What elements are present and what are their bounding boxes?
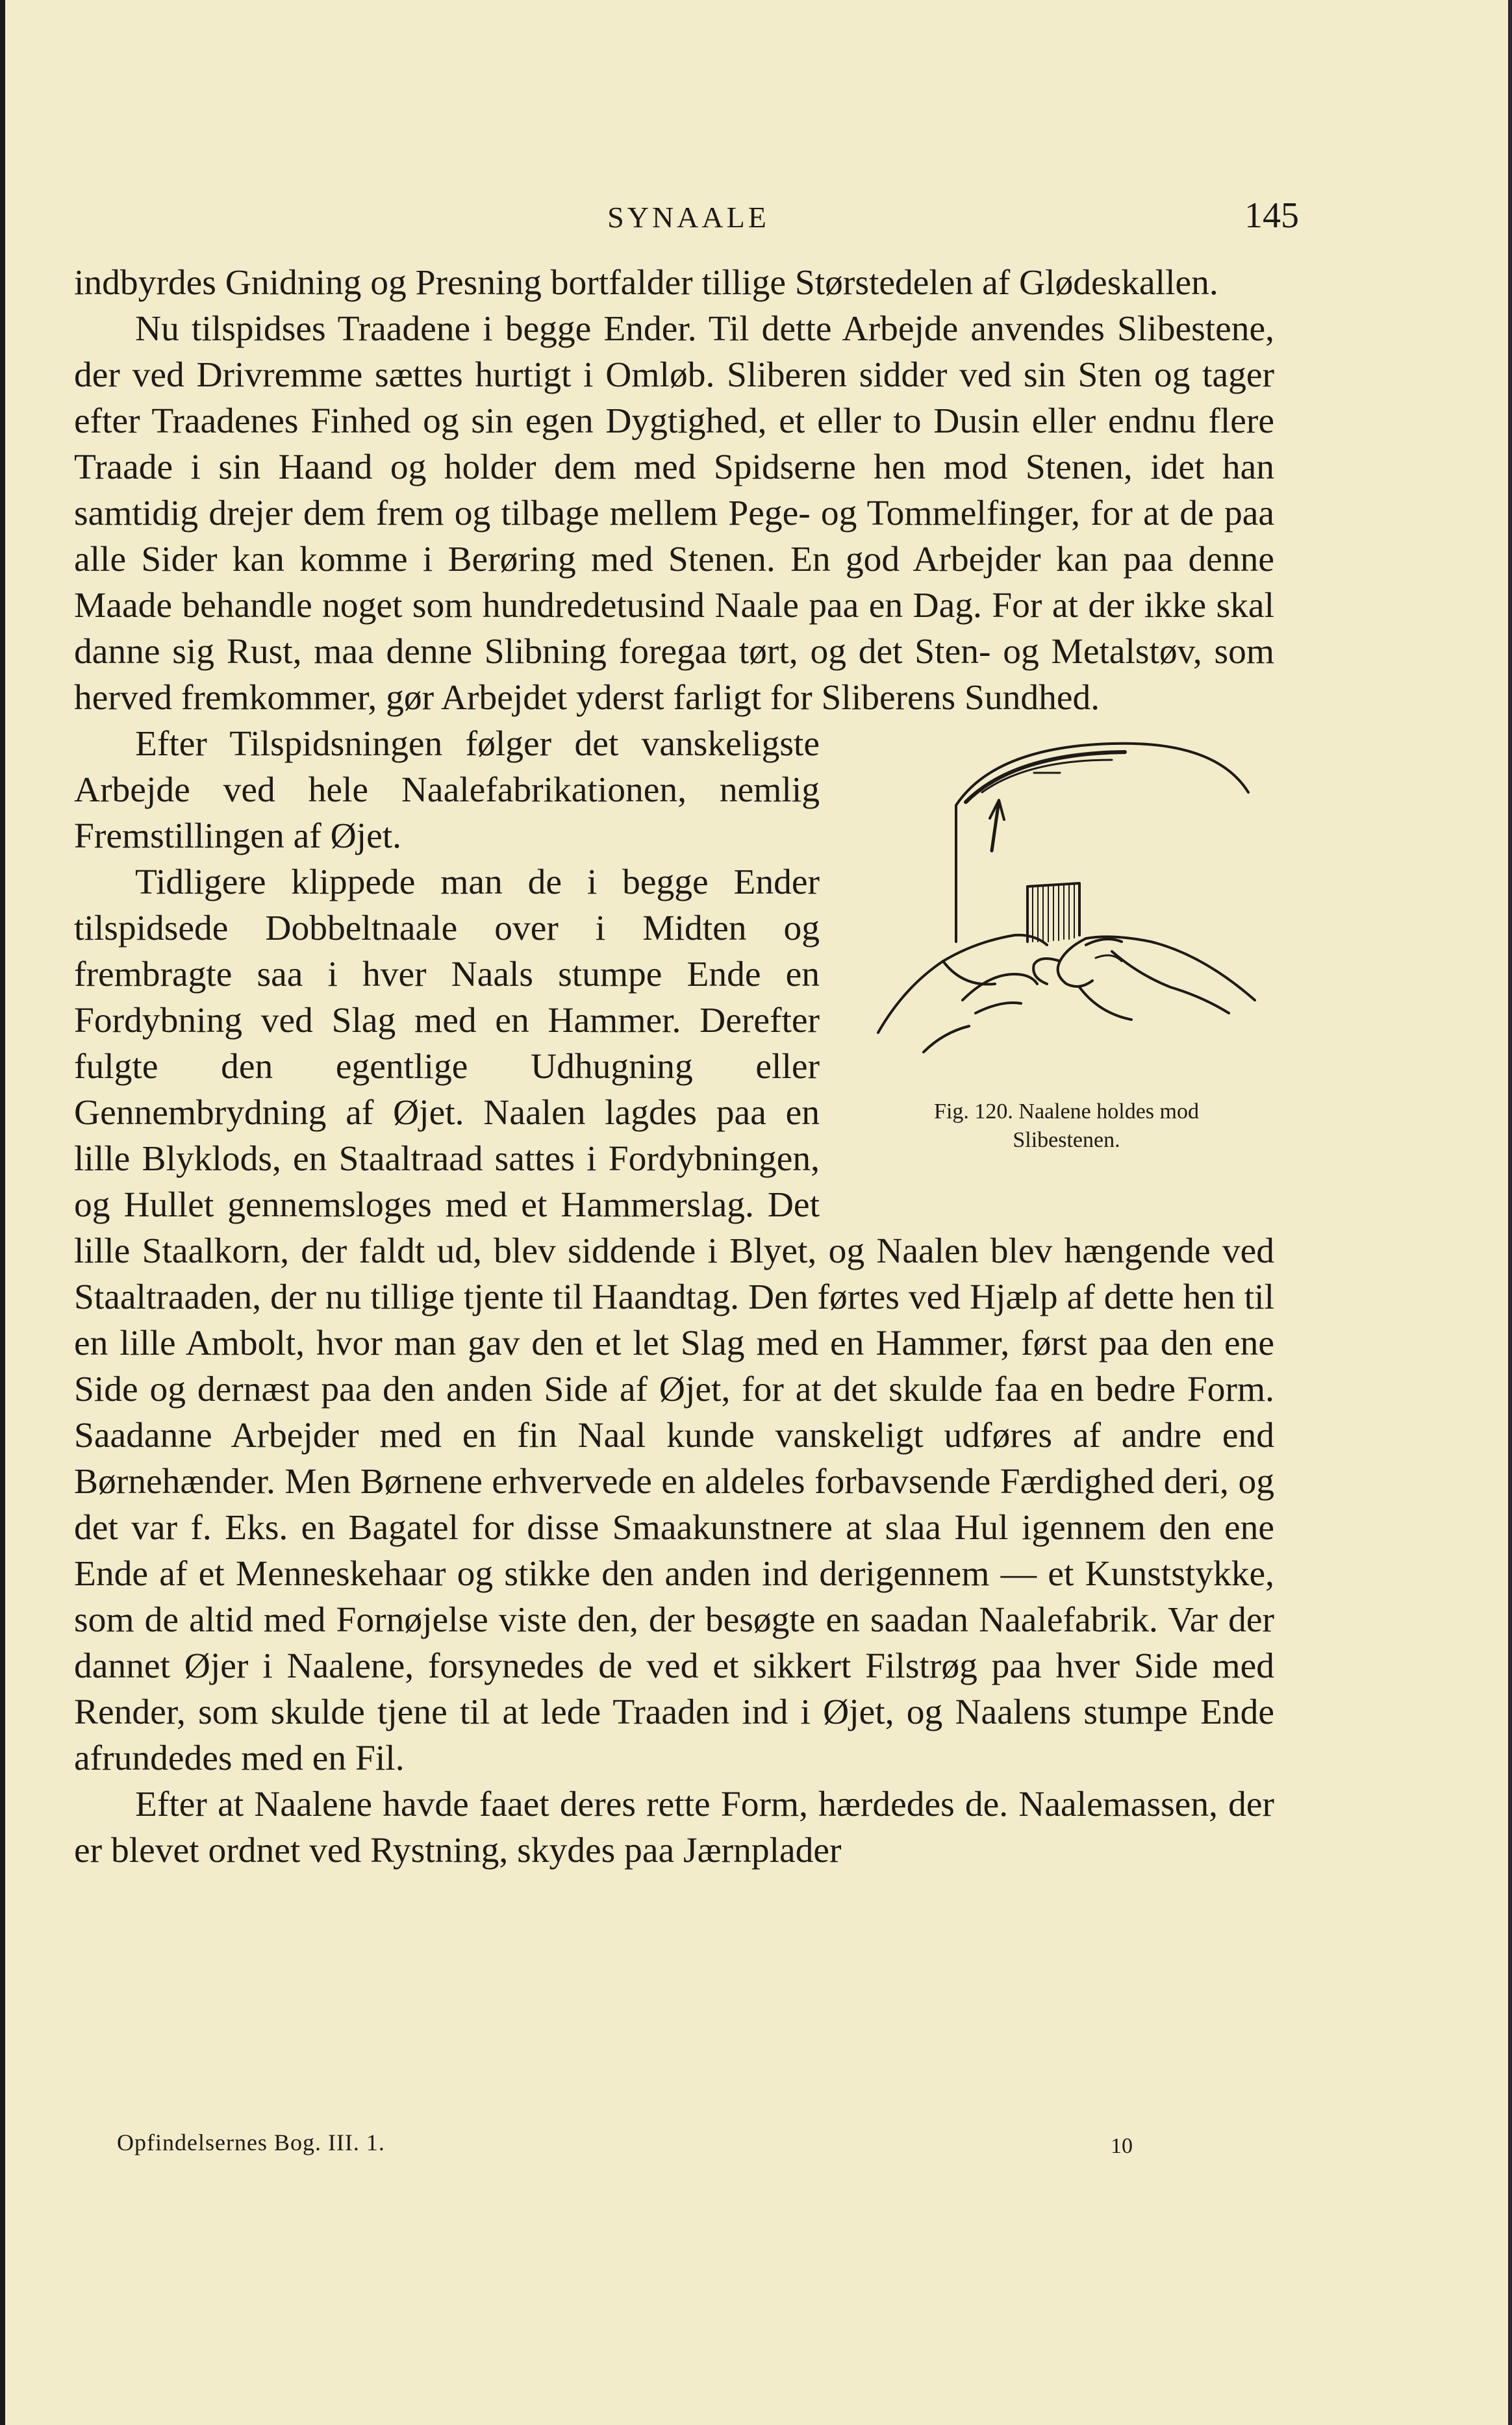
page-header xyxy=(78,195,1299,247)
paragraph-5: Efter at Naalene havde faaet deres rette Form, hærdedes de. Naalemassen, der er blevet ordnet ved Rystning, skydes paa Jærnplader xyxy=(74,1785,1274,1870)
figure-caption xyxy=(859,1098,1274,1155)
scan-edge-left xyxy=(0,0,5,2425)
paragraph-2: Nu tilspidses Traadene i begge Ender. Til dette Arbejde anvendes Slibestene, der ved Drivremme sættes hurtigt i Omløb. Sliberen sidder ved sin Sten og tager efter Traadenes Finhed og sin egen Dygtighed, et eller to Dusin eller endnu flere Traade i sin Haand og holder dem med Spidserne hen mod Stenen, idet han samtidig drejer dem frem og tilbage mellem Pege- og Tommelfinger, for at de paa alle Sider kan komme i Berøring med Stenen. En god Arbejder kan paa denne Maade behandle noget som hundredetusind Naale paa en Dag. For at der ikke skal danne sig Rust, maa denne Slibning foregaa tørt, og det Sten- og Metalstøv, som herved fremkommer, gør Arbejdet yderst farligt for Sliberens Sundhed. xyxy=(74,309,1274,718)
page-footer xyxy=(117,2129,1156,2168)
footer-book-title: Opfindelsernes Bog. III. 1. xyxy=(117,2130,385,2155)
paragraph-3: Efter Tilspidsningen følger det vanskeligste Arbejde ved hele Naalefabrikationen, nemlig Fremstillingen af Øjet. xyxy=(74,724,820,856)
body-text xyxy=(74,260,1274,1874)
page-number: 145 xyxy=(1244,195,1299,236)
paragraph-4: Tidligere klippede man de i begge Ender tilspidsede Dobbeltnaale over i Midten og frembragte saa i hver Naals stumpe Ende en Fordybning ved Slag med en Hammer. Derefter fulgte den egentlige Udhugning eller Gennembrydning af Øjet. Naalen lagdes paa en lille Blyklods, en Staaltraad sattes i Fordybningen, og Hullet gennemsloges med et Hammerslag. Det lille Staalkorn, der faldt ud, blev siddende i Blyet, og Naalen blev hængende ved Staaltraaden, der nu tillige tjente til Haandtag. Den førtes ved Hjælp af dette hen til en lille Ambolt, hvor man gav den et let Slag med en Hammer, først paa den ene Side og dernæst paa den anden Side af Øjet, for at det skulde faa en bedre Form. Saadanne Arbejder med en fin Naal kunde vanskeligt udføres af andre end Børnehænder. Men Børnene erhvervede en aldeles forbavsende Færdighed deri, og det var f. Eks. en Bagatel for disse Smaakunstnere at slaa Hul igennem den ene Ende af et Menneskehaar og stikke den anden ind derigennem — et Kunststykke, som de altid med Fornøjelse viste den, der besøgte en saadan Naalefabrik. Var der dannet Øjer i Naalene, forsynedes de ved et sikkert Filstrøg paa hver Side med Render, som skulde tjene til at lede Traaden ind i Øjet, og Naalens stumpe Ende afrundedes med en Fil. xyxy=(74,862,1274,1778)
running-title: SYNAALE xyxy=(607,201,770,234)
footer-signature-mark: 10 xyxy=(1111,2134,1133,2158)
hands-grinding-illustration xyxy=(865,727,1268,1091)
paragraph-1: indbyrdes Gnidning og Presning bortfalder tillige Størstedelen af Glødeskallen. xyxy=(74,263,1218,303)
figure-grinding-hands xyxy=(859,727,1274,1198)
figure-caption-line-2: Slibestenen. xyxy=(1013,1128,1120,1152)
scan-edge-right xyxy=(1508,0,1512,2425)
figure-caption-line-1: Fig. 120. Naalene holdes mod xyxy=(934,1099,1199,1124)
